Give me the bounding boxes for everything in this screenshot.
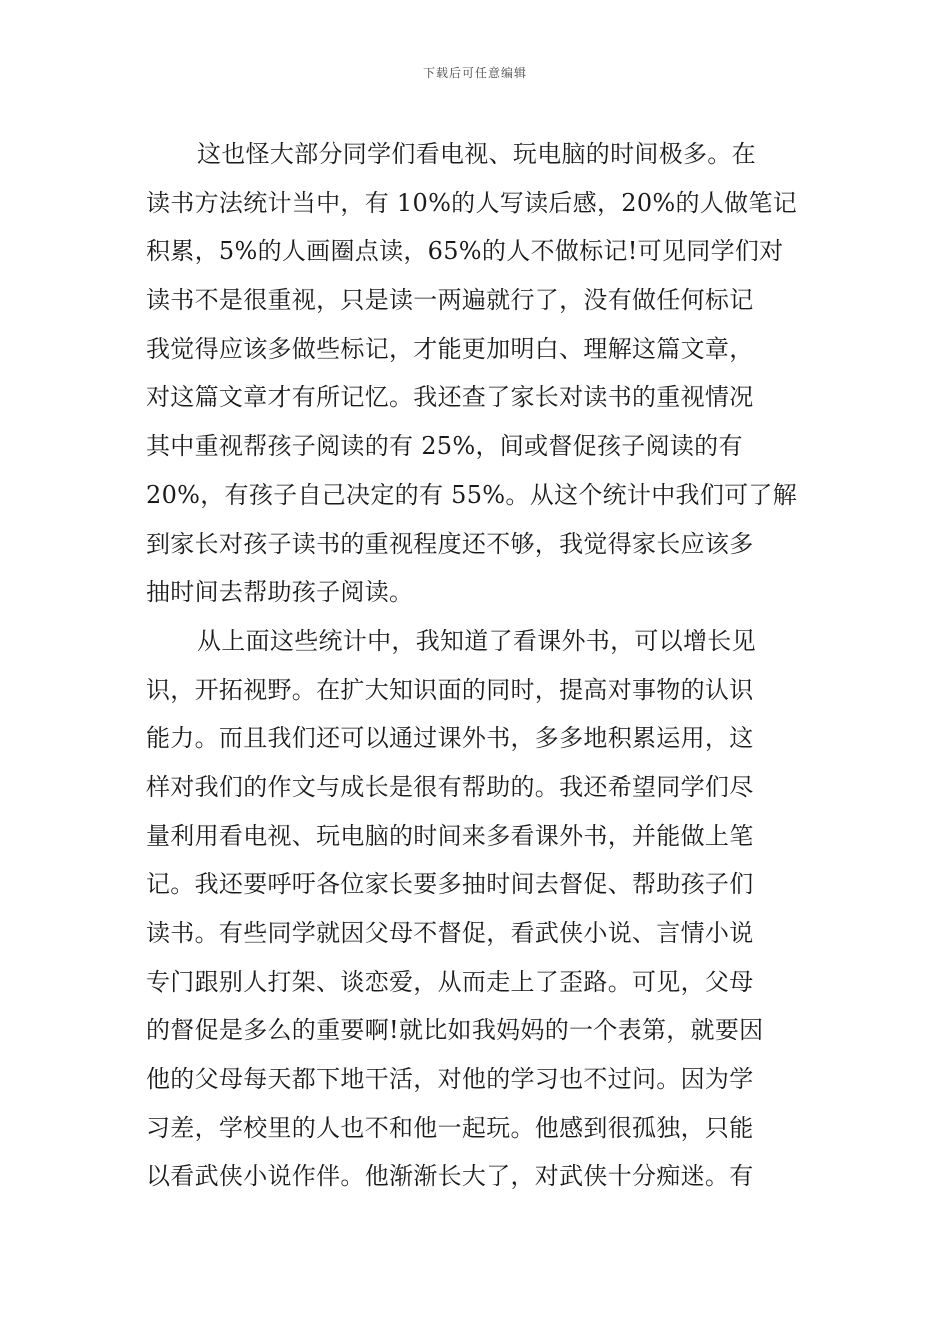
text-line: 抽时间去帮助孩子阅读。 (146, 578, 414, 607)
text-line: 我觉得应该多做些标记，才能更加明白、理解这篇文章， (146, 334, 754, 363)
text-line: 20%，有孩子自己决定的有 55%。从这个统计中我们可了解 (146, 480, 798, 509)
page-header: 下载后可任意编辑 (422, 66, 527, 80)
text-line: 专门跟别人打架、谈恋爱，从而走上了歪路。可见，父母 (146, 967, 754, 996)
text-line: 识，开拓视野。在扩大知识面的同时，提高对事物的认识 (146, 675, 754, 704)
text-line: 积累，5%的人画圈点读，65%的人不做标记!可见同学们对 (146, 237, 784, 266)
text-line: 以看武侠小说作伴。他渐渐长大了，对武侠十分痴迷。有 (146, 1162, 754, 1191)
text-line: 习差，学校里的人也不和他一起玩。他感到很孤独，只能 (146, 1113, 754, 1142)
text-line: 读书。有些同学就因父母不督促，看武侠小说、言情小说 (146, 919, 754, 947)
text-line: 他的父母每天都下地干活，对他的学习也不过问。因为学 (146, 1065, 754, 1094)
text-line: 读书方法统计当中，有 10%的人写读后感，20%的人做笔记 (146, 188, 798, 217)
document-body (146, 130, 811, 1201)
text-line: 对这篇文章才有所记忆。我还查了家长对读书的重视情况 (146, 383, 754, 412)
text-line: 样对我们的作文与成长是很有帮助的。我还希望同学们尽 (146, 772, 754, 801)
text-line: 记。我还要呼吁各位家长要多抽时间去督促、帮助孩子们 (146, 870, 754, 899)
text-line: 其中重视帮孩子阅读的有 25%，间或督促孩子阅读的有 (146, 432, 743, 461)
text-line: 能力。而且我们还可以通过课外书，多多地积累运用，这 (146, 724, 754, 753)
text-line: 这也怪大部分同学们看电视、玩电脑的时间极多。在 (197, 140, 756, 168)
text-line: 量利用看电视、玩电脑的时间来多看课外书，并能做上笔 (146, 821, 754, 850)
text-line: 的督促是多么的重要啊!就比如我妈妈的一个表第，就要因 (146, 1016, 764, 1045)
text-line: 从上面这些统计中，我知道了看课外书，可以增长见 (197, 626, 756, 655)
text-line: 到家长对孩子读书的重视程度还不够，我觉得家长应该多 (146, 529, 754, 558)
text-line: 读书不是很重视，只是读一两遍就行了，没有做任何标记 (146, 286, 754, 315)
